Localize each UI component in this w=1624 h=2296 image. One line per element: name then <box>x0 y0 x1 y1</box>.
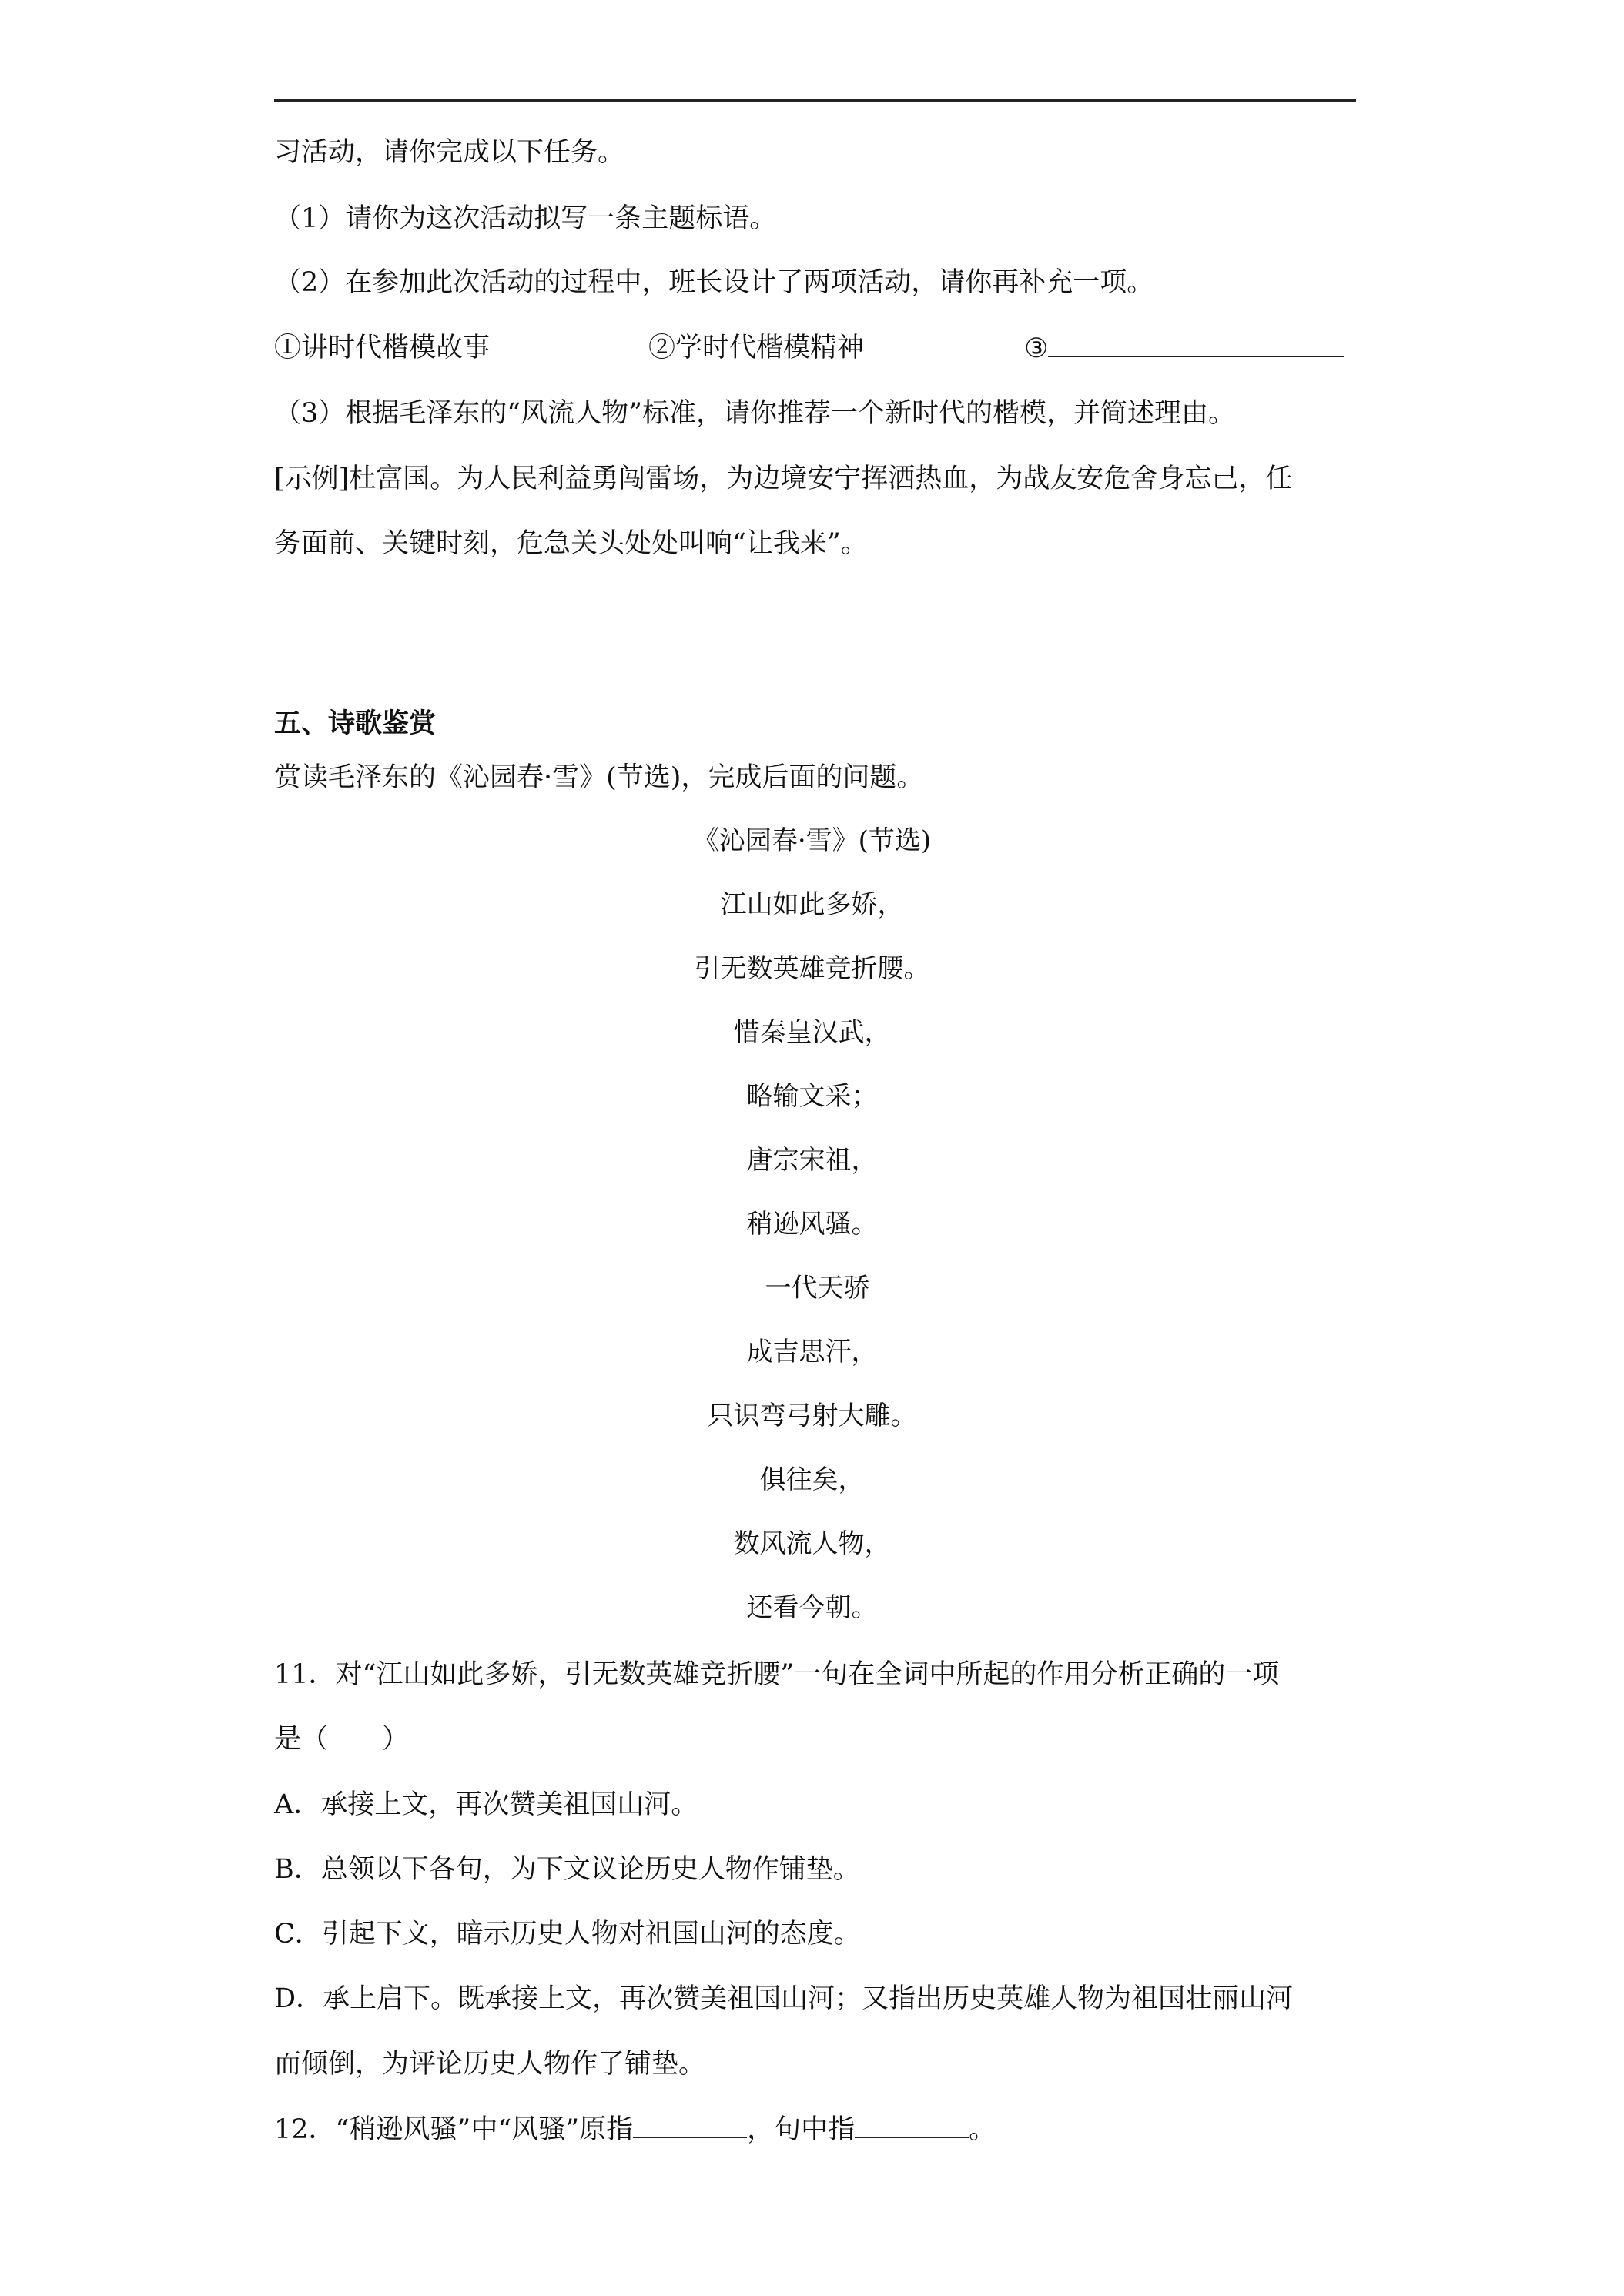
choice-d-line-2[interactable]: 而倾倒，为评论历史人物作了铺垫。 <box>274 2049 706 2080</box>
example-line-2: 务面前、关键时刻，危急关头处处叫响“让我来”。 <box>274 528 868 559</box>
question-12 <box>274 2112 996 2147</box>
poem-line: 成吉思汗， <box>746 1337 878 1367</box>
answer-blank-2[interactable] <box>855 2112 969 2138</box>
question-11-stem-line-1: 11．对“江山如此多娇，引无数英雄竞折腰”一句在全词中所起的作用分析正确的一项 <box>274 1659 1280 1690</box>
poem-line: 俱往矣， <box>759 1464 865 1495</box>
header-rule <box>274 99 1356 102</box>
option-3-label: ③ <box>1024 333 1049 364</box>
answer-blank-1[interactable] <box>633 2112 747 2138</box>
poem-line: 引无数英雄竞折腰。 <box>694 953 930 984</box>
question-12-part-3: 。 <box>969 2114 996 2145</box>
poem-title: 《沁园春·雪》(节选) <box>692 825 932 856</box>
poem-line: 稍逊风骚。 <box>746 1209 878 1240</box>
choice-c[interactable]: C．引起下文，暗示历史人物对祖国山河的态度。 <box>274 1919 861 1950</box>
poem-line: 惜秦皇汉武， <box>733 1017 891 1048</box>
section-heading: 五、诗歌鉴赏 <box>274 708 437 739</box>
section-intro: 赏读毛泽东的《沁园春·雪》(节选)，完成后面的问题。 <box>274 762 924 793</box>
poem-line: 数风流人物， <box>733 1528 891 1559</box>
poem-line: 略输文采； <box>746 1081 878 1112</box>
poem-line: 一代天骄 <box>765 1273 870 1304</box>
question-12-part-2: ，句中指 <box>747 2114 856 2145</box>
task-2: （2）在参加此次活动的过程中，班长设计了两项活动，请你再补充一项。 <box>274 267 1154 298</box>
option-1: ①讲时代楷模故事 <box>274 333 491 363</box>
choice-a[interactable]: A．承接上文，再次赞美祖国山河。 <box>274 1789 698 1820</box>
poem-line: 江山如此多娇， <box>720 889 904 920</box>
option-2: ②学时代楷模精神 <box>648 333 865 363</box>
poem-line: 只识弯弓射大雕。 <box>707 1401 917 1431</box>
example-line-1: [示例]杜富国。为人民利益勇闯雷场，为边境安宁挥洒热血，为战友安危舍身忘己，任 <box>274 464 1293 494</box>
poem-line: 还看今朝。 <box>746 1592 878 1623</box>
option-3-blank[interactable] <box>1048 331 1344 357</box>
choice-d-line-1[interactable]: D．承上启下。既承接上文，再次赞美祖国山河；又指出历史英雄人物为祖国壮丽山河 <box>274 1983 1294 2014</box>
paragraph-continuation: 习活动，请你完成以下任务。 <box>274 137 625 168</box>
question-11-stem-line-2: 是（ ） <box>274 1724 410 1755</box>
poem-line: 唐宗宋祖， <box>746 1145 878 1176</box>
task-3: （3）根据毛泽东的“风流人物”标准，请你推荐一个新时代的楷模，并简述理由。 <box>274 398 1236 429</box>
choice-b[interactable]: B．总领以下各句，为下文议论历史人物作铺垫。 <box>274 1854 860 1885</box>
option-3 <box>1024 331 1344 366</box>
task-1: （1）请你为这次活动拟写一条主题标语。 <box>274 203 777 234</box>
question-12-part-1: 12．“稍逊风骚”中“风骚”原指 <box>274 2114 634 2145</box>
